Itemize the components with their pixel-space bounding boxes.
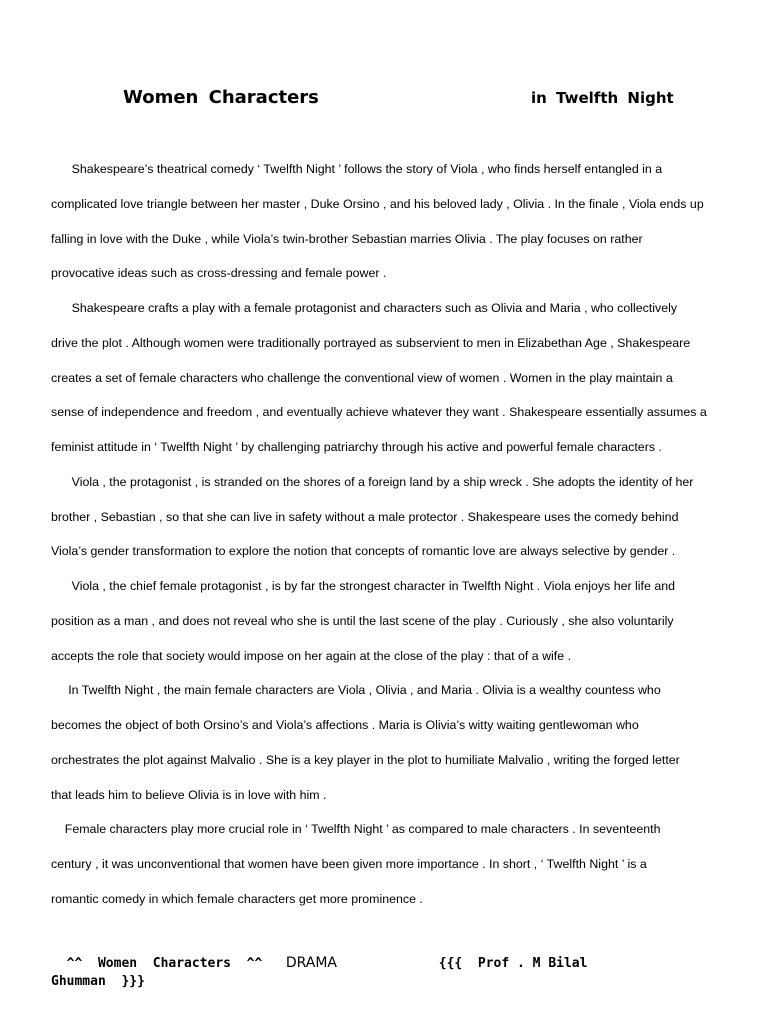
- footer-drama: DRAMA: [285, 955, 337, 971]
- text-line: position as a man , and does not reveal who she is until the last scene of the play . Curiously , she also voluntarily: [51, 613, 674, 628]
- text-line: falling in love with the Duke , while Viola’s twin-brother Sebastian marries Olivia . The play focuses on rather: [51, 231, 643, 246]
- text-line: Viola’s gender transformation to explore the notion that concepts of romantic love are always selective by gender .: [51, 544, 676, 559]
- footer: [51, 954, 587, 991]
- text-line: Viola , the protagonist , is stranded on the shores of a foreign land by a ship wreck . She adopts the identity of her: [51, 474, 694, 489]
- text-line: In Twelfth Night , the main female characters are Viola , Olivia , and Maria . Olivia is a wealthy countess who: [51, 683, 661, 698]
- essay-body: [51, 152, 723, 917]
- text-line: Female characters play more crucial role in ‘ Twelfth Night ’ as compared to male characters . In seventeenth: [51, 822, 661, 837]
- text-line: Viola , the chief female protagonist , is by far the strongest character in Twelfth Night . Viola enjoys her life and: [51, 579, 675, 593]
- page-title-right: in Twelfth Night: [531, 89, 674, 107]
- footer-right: {{{ Prof . M Bilal: [337, 956, 588, 971]
- text-line: complicated love triangle between her master , Duke Orsino , and his beloved lady , Olivia . In the finale , Viola ends up: [51, 196, 704, 211]
- text-line: brother , Sebastian , so that she can live in safety without a male protector . Shakespeare uses the comedy behind: [51, 509, 679, 524]
- footer-line2: Ghumman }}}: [51, 974, 145, 989]
- footer-left: ^^ Women Characters ^^: [51, 956, 286, 971]
- text-line: Shakespeare crafts a play with a female protagonist and characters such as Olivia and Maria , who collectively: [51, 301, 678, 315]
- text-line: that leads him to believe Olivia is in love with him .: [51, 787, 327, 802]
- text-line: provocative ideas such as cross-dressing and female power .: [51, 266, 387, 281]
- text-line: Shakespeare’s theatrical comedy ‘ Twelfth Night ’ follows the story of Viola , who finds herself entangled in a: [51, 162, 663, 176]
- text-line: orchestrates the plot against Malvalio . She is a key player in the plot to humiliate Malvalio , writing the forged letter: [51, 752, 680, 767]
- page-title-left: Women Characters: [123, 87, 319, 108]
- text-line: romantic comedy in which female characters get more prominence .: [51, 891, 423, 906]
- text-line: century , it was unconventional that women have been given more importance . In short , ‘ Twelfth Night ’ is a: [51, 857, 647, 871]
- text-line: becomes the object of both Orsino’s and Viola’s affections . Maria is Olivia’s witty waiting gentlewoman who: [51, 718, 639, 732]
- text-line: accepts the role that society would impose on her again at the close of the play : that of a wife .: [51, 648, 572, 663]
- text-line: sense of independence and freedom , and eventually achieve whatever they want . Shakespeare essentially assumes a: [51, 405, 707, 420]
- text-line: feminist attitude in ‘ Twelfth Night ’ by challenging patriarchy through his active and powerful female characters .: [51, 440, 662, 454]
- text-line: creates a set of female characters who challenge the conventional view of women . Women in the play maintain a: [51, 370, 673, 385]
- text-line: drive the plot . Although women were traditionally portrayed as subservient to men in Elizabethan Age , Shakespeare: [51, 335, 691, 350]
